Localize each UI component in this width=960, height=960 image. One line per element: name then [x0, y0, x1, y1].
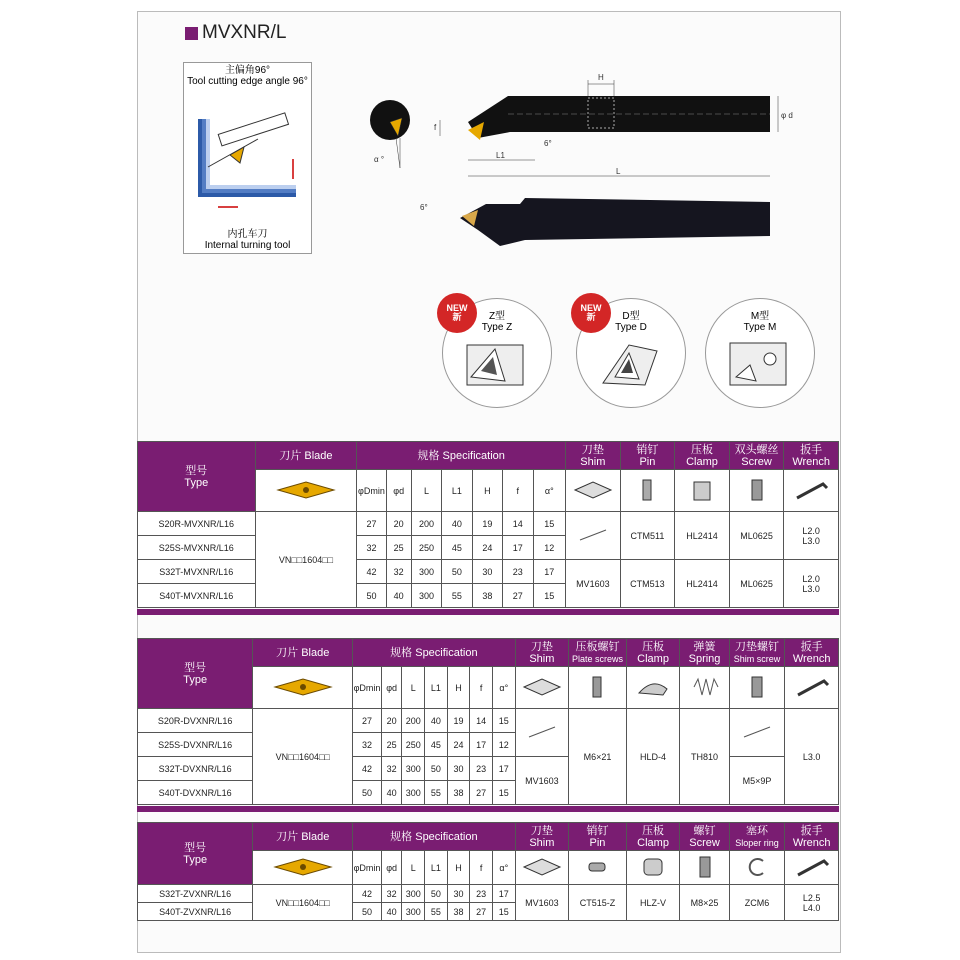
- col-L: L: [402, 667, 425, 709]
- cell-value: 17: [533, 560, 566, 584]
- col-H: H: [447, 851, 470, 885]
- cell-value: 17: [492, 757, 515, 781]
- label-L1: L1: [496, 151, 505, 160]
- clamp-value: HLD-4: [626, 709, 680, 805]
- type-d-badge: [576, 298, 686, 408]
- col-alpha: α°: [492, 667, 515, 709]
- col-f: f: [470, 667, 493, 709]
- cell-value: 32: [353, 733, 382, 757]
- acc-header-clamp: 压板 Clamp: [675, 442, 730, 470]
- type-m-badge: [705, 298, 815, 408]
- cell-value: 40: [381, 781, 402, 805]
- pin-value: CTM513: [620, 560, 675, 608]
- model-cell: S40T-ZVXNR/L16: [138, 903, 253, 921]
- type-header: 型号 Type: [138, 639, 253, 709]
- shim-image: [566, 470, 621, 512]
- cell-value: 40: [442, 512, 472, 536]
- cell-value: 40: [386, 584, 411, 608]
- shim-screw-image: [729, 667, 785, 709]
- hero-bottom-en: Internal turning tool: [204, 240, 291, 251]
- model-cell: S40T-MVXNR/L16: [138, 584, 256, 608]
- cell-value: 30: [447, 885, 470, 903]
- col-H: H: [447, 667, 470, 709]
- clamp-image: [675, 470, 730, 512]
- cell-value: 50: [353, 903, 382, 921]
- hero-caption: [184, 65, 311, 87]
- type-d-en: Type D: [615, 322, 647, 333]
- cell-value: 20: [381, 709, 402, 733]
- new-ribbon: NEW 新: [571, 293, 611, 333]
- blade-header: 刀片 Blade: [253, 823, 353, 851]
- cell-value: 55: [425, 903, 448, 921]
- col-L1: L1: [425, 667, 448, 709]
- label-d: φ d: [781, 111, 793, 120]
- model-cell: S20R-DVXNR/L16: [138, 709, 253, 733]
- screw-image: [729, 470, 784, 512]
- cell-value: 17: [503, 536, 533, 560]
- screw-value: M8×25: [680, 885, 729, 921]
- col-L1: L1: [425, 851, 448, 885]
- cell-value: 200: [411, 512, 441, 536]
- shim-value: MV1603: [515, 757, 569, 805]
- cell-value: 15: [492, 781, 515, 805]
- wrench-value: L2.0 L3.0: [784, 560, 839, 608]
- wrench-value: L3.0: [785, 709, 839, 805]
- separator-bar: [137, 806, 839, 812]
- type-m-cn: M型: [750, 311, 770, 322]
- type-m-icon: [728, 337, 792, 391]
- model-cell: S32T-DVXNR/L16: [138, 757, 253, 781]
- hero-illustration: [183, 62, 312, 254]
- cell-value: 19: [472, 512, 502, 536]
- cell-value: 32: [357, 536, 386, 560]
- type-z-en: Type Z: [481, 322, 513, 333]
- spec-header: 规格 Specification: [353, 823, 515, 851]
- spring-value: TH810: [680, 709, 729, 805]
- acc-header-sloper-ring: 塞环 Sloper ring: [729, 823, 785, 851]
- cell-value: 30: [472, 560, 502, 584]
- pin-image: [620, 470, 675, 512]
- acc-header-shim-screw: 刀垫螺钉 Shim screw: [729, 639, 785, 667]
- screw-value: ML0625: [729, 560, 784, 608]
- pin-value: CT515-Z: [569, 885, 627, 921]
- cell-value: 38: [447, 903, 470, 921]
- cell-value: 14: [503, 512, 533, 536]
- plate-screw-value: M6×21: [569, 709, 627, 805]
- type-header: 型号 Type: [138, 442, 256, 512]
- cell-value: 27: [470, 903, 493, 921]
- cell-value: 27: [357, 512, 386, 536]
- clamp-value: HL2414: [675, 560, 730, 608]
- shim-screw-value: M5×9P: [729, 757, 785, 805]
- screw-image: [680, 851, 729, 885]
- end-view: [370, 100, 410, 140]
- cell-value: 23: [503, 560, 533, 584]
- clamp-image: [626, 667, 680, 709]
- shim-image: [515, 851, 569, 885]
- cell-value: 17: [492, 885, 515, 903]
- internal-turning-diagram: [188, 89, 306, 219]
- model-cell: S40T-DVXNR/L16: [138, 781, 253, 805]
- cell-value: 250: [411, 536, 441, 560]
- clamp-value: HLZ-V: [626, 885, 680, 921]
- label-h: H: [598, 73, 604, 82]
- acc-header-shim: 刀垫 Shim: [515, 823, 569, 851]
- cell-value: 50: [353, 781, 382, 805]
- cell-value: 45: [442, 536, 472, 560]
- screw-value: ML0625: [729, 512, 784, 560]
- cell-value: 50: [357, 584, 386, 608]
- acc-header-spring: 弹簧 Spring: [680, 639, 729, 667]
- type-z-icon: [465, 337, 529, 391]
- blade-insert-image: [253, 851, 353, 885]
- cell-value: 24: [447, 733, 470, 757]
- cell-value: 300: [411, 560, 441, 584]
- clamp-image: [626, 851, 680, 885]
- cell-value: 38: [447, 781, 470, 805]
- cell-value: 23: [470, 885, 493, 903]
- acc-header-wrench: 扳手 Wrench: [785, 823, 839, 851]
- clamp-value: HL2414: [675, 512, 730, 560]
- acc-header-shim: 刀垫 Shim: [515, 639, 569, 667]
- col-alpha: α°: [533, 470, 566, 512]
- pin-value: CTM511: [620, 512, 675, 560]
- acc-header-pin: 销钉 Pin: [620, 442, 675, 470]
- sloper-ring-value: ZCM6: [729, 885, 785, 921]
- model-cell: S25S-DVXNR/L16: [138, 733, 253, 757]
- acc-header-screw: 螺钉 Screw: [680, 823, 729, 851]
- blade-code: VN□□1604□□: [255, 512, 357, 608]
- type-header: 型号 Type: [138, 823, 253, 885]
- hero-bottom-cn: 内孔车刀: [227, 229, 268, 240]
- spec-table-dvxnr: [137, 638, 839, 805]
- model-cell: S32T-MVXNR/L16: [138, 560, 256, 584]
- acc-header-clamp: 压板 Clamp: [626, 823, 680, 851]
- cell-value: 55: [425, 781, 448, 805]
- cell-value: 19: [447, 709, 470, 733]
- title-text: MVXNR/L: [202, 22, 287, 43]
- model-cell: S20R-MVXNR/L16: [138, 512, 256, 536]
- cell-value: 15: [492, 903, 515, 921]
- cell-value: 15: [533, 584, 566, 608]
- cell-value: 300: [411, 584, 441, 608]
- cell-value: 40: [425, 709, 448, 733]
- cell-value: 23: [470, 757, 493, 781]
- label-f: f: [434, 123, 437, 132]
- type-m-en: Type M: [743, 322, 777, 333]
- cell-value: 45: [425, 733, 448, 757]
- col-f: f: [470, 851, 493, 885]
- blade-header: 刀片 Blade: [253, 639, 353, 667]
- label-alpha: α °: [374, 155, 385, 164]
- model-cell: S32T-ZVXNR/L16: [138, 885, 253, 903]
- cell-value: 17: [470, 733, 493, 757]
- blade-code: VN□□1604□□: [253, 885, 353, 921]
- cell-value: 40: [381, 903, 402, 921]
- blade-code: VN□□1604□□: [253, 709, 353, 805]
- cell-value: 25: [386, 536, 411, 560]
- col-alpha: α°: [492, 851, 515, 885]
- blade-insert-image: [253, 667, 353, 709]
- wrench-value: L2.0 L3.0: [784, 512, 839, 560]
- col-H: H: [472, 470, 502, 512]
- tool-photo: [460, 198, 770, 246]
- acc-header-screw: 双头螺丝 Screw: [729, 442, 784, 470]
- cell-value: 200: [402, 709, 425, 733]
- spec-table-mvxnr: [137, 441, 839, 608]
- hero-caption-en: Tool cutting edge angle 96°: [187, 76, 308, 87]
- label-angle-6b: 6°: [420, 203, 428, 212]
- col-L1: L1: [442, 470, 472, 512]
- cell-value: 32: [381, 885, 402, 903]
- page-title: [185, 22, 286, 44]
- col-d: φd: [381, 667, 402, 709]
- tool-drawings: [360, 70, 793, 260]
- acc-header-plate-screws: 压板螺钉 Plate screws: [569, 639, 627, 667]
- cell-value: 300: [402, 903, 425, 921]
- cell-value: 42: [357, 560, 386, 584]
- shim-value: MV1603: [566, 560, 621, 608]
- cell-value: 50: [425, 885, 448, 903]
- cell-value: 300: [402, 757, 425, 781]
- cell-value: 50: [425, 757, 448, 781]
- cell-value: 14: [470, 709, 493, 733]
- col-dmin: φDmin: [357, 470, 386, 512]
- acc-header-pin: 销钉 Pin: [569, 823, 627, 851]
- col-L: L: [411, 470, 441, 512]
- col-dmin: φDmin: [353, 851, 382, 885]
- shim-image: [515, 667, 569, 709]
- spec-table-zvxnr: [137, 822, 839, 921]
- type-d-cn: D型: [622, 311, 640, 322]
- shim-value: MV1603: [515, 885, 569, 921]
- side-view-bar: [468, 96, 770, 138]
- type-z-badge: [442, 298, 552, 408]
- cell-value: 20: [386, 512, 411, 536]
- cell-value: 27: [353, 709, 382, 733]
- cell-value: 30: [447, 757, 470, 781]
- cell-value: 15: [492, 709, 515, 733]
- type-z-cn: Z型: [488, 311, 506, 322]
- wrench-value: L2.5 L4.0: [785, 885, 839, 921]
- col-dmin: φDmin: [353, 667, 382, 709]
- cell-value: 27: [503, 584, 533, 608]
- spring-image: [680, 667, 729, 709]
- title-marker: [185, 27, 198, 40]
- shim-none: [515, 709, 569, 757]
- new-ribbon: NEW 新: [437, 293, 477, 333]
- label-L: L: [616, 167, 621, 176]
- wrench-image: [784, 470, 839, 512]
- acc-header-clamp: 压板 Clamp: [626, 639, 680, 667]
- wrench-image: [785, 667, 839, 709]
- cell-value: 32: [381, 757, 402, 781]
- cell-value: 300: [402, 781, 425, 805]
- cell-value: 15: [533, 512, 566, 536]
- separator-bar: [137, 609, 839, 615]
- spec-header: 规格 Specification: [353, 639, 515, 667]
- cell-value: 50: [442, 560, 472, 584]
- model-cell: S25S-MVXNR/L16: [138, 536, 256, 560]
- label-angle-6: 6°: [544, 139, 552, 148]
- sloper-ring-image: [729, 851, 785, 885]
- acc-header-wrench: 扳手 Wrench: [784, 442, 839, 470]
- cell-value: 27: [470, 781, 493, 805]
- blade-insert-image: [255, 470, 357, 512]
- pin-image: [569, 851, 627, 885]
- col-d: φd: [381, 851, 402, 885]
- shim-none: [566, 512, 621, 560]
- cell-value: 12: [492, 733, 515, 757]
- blade-header: 刀片 Blade: [255, 442, 357, 470]
- cell-value: 24: [472, 536, 502, 560]
- cell-value: 38: [472, 584, 502, 608]
- cell-value: 250: [402, 733, 425, 757]
- cell-value: 55: [442, 584, 472, 608]
- cell-value: 42: [353, 757, 382, 781]
- cell-value: 32: [386, 560, 411, 584]
- acc-header-shim: 刀垫 Shim: [566, 442, 621, 470]
- cell-value: 42: [353, 885, 382, 903]
- hero-bottom-caption: [184, 229, 311, 251]
- cell-value: 25: [381, 733, 402, 757]
- spec-header: 规格 Specification: [357, 442, 566, 470]
- col-L: L: [402, 851, 425, 885]
- cell-value: 300: [402, 885, 425, 903]
- col-f: f: [503, 470, 533, 512]
- acc-header-wrench: 扳手 Wrench: [785, 639, 839, 667]
- col-d: φd: [386, 470, 411, 512]
- plate-screw-image: [569, 667, 627, 709]
- wrench-image: [785, 851, 839, 885]
- cell-value: 12: [533, 536, 566, 560]
- hero-caption-cn: 主偏角96°: [224, 65, 271, 76]
- type-d-icon: [599, 337, 663, 391]
- shim-screw-none: [729, 709, 785, 757]
